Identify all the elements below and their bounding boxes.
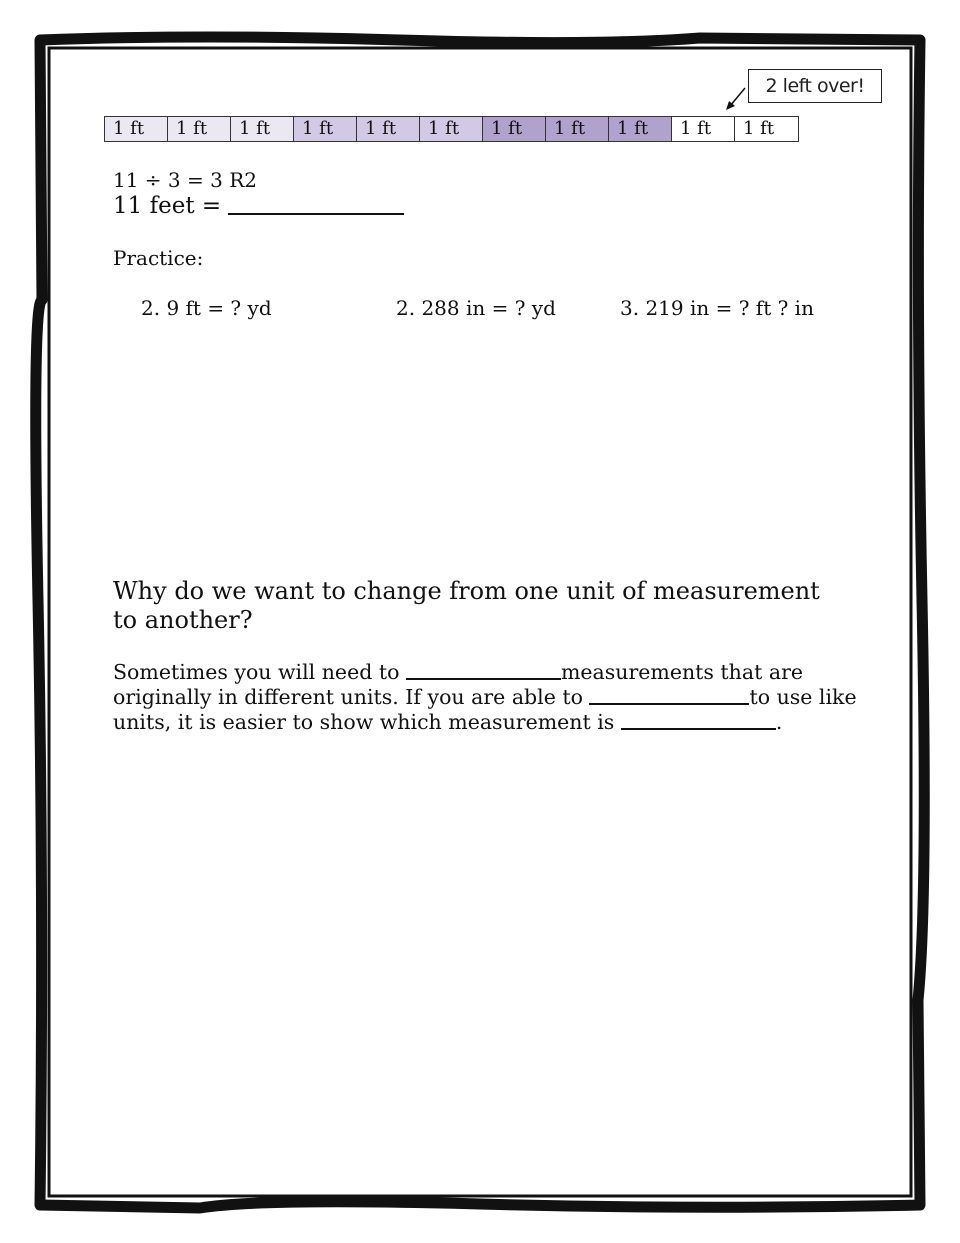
paragraph-text: to use like	[749, 685, 857, 709]
paragraph-blank-2	[589, 686, 749, 705]
division-example: 11 ÷ 3 = 3 R2	[113, 168, 257, 192]
paragraph-blank-3	[621, 711, 776, 730]
ruler-segment: 1 ft	[231, 117, 294, 141]
ruler-segment: 1 ft	[168, 117, 231, 141]
paragraph-text: Sometimes you will need to	[113, 660, 406, 684]
paragraph-line-3	[113, 710, 833, 735]
feet-equation-label: 11 feet =	[113, 193, 229, 219]
ruler-segment: 1 ft	[294, 117, 357, 141]
ruler-segment: 1 ft	[105, 117, 168, 141]
paragraph-text: .	[775, 710, 783, 734]
ruler-segment: 1 ft	[672, 117, 735, 141]
ruler-segment: 1 ft	[420, 117, 483, 141]
feet-ruler	[104, 116, 799, 142]
ruler-segment: 1 ft	[609, 117, 672, 141]
fill-in-paragraph	[113, 660, 857, 735]
callout-arrow-icon	[720, 80, 760, 120]
ruler-segment: 1 ft	[735, 117, 798, 141]
practice-problem-3: 3. 219 in = ? ft ? in	[620, 296, 814, 320]
left-over-callout	[748, 69, 882, 103]
paragraph-line-1	[113, 660, 833, 685]
paragraph-line-2	[113, 685, 857, 710]
paragraph-text: measurements that are	[560, 660, 804, 684]
paragraph-text: units, it is easier to show which measurement is	[113, 710, 621, 734]
callout-text: 2 left over!	[765, 75, 865, 97]
paragraph-text: originally in different units. If you are able to	[113, 685, 590, 709]
practice-label: Practice:	[113, 246, 204, 270]
paragraph-blank-1	[406, 661, 561, 680]
feet-equation	[113, 193, 404, 219]
why-question: Why do we want to change from one unit of measurement to another?	[113, 577, 820, 634]
ruler-segment: 1 ft	[357, 117, 420, 141]
feet-answer-blank	[228, 193, 404, 215]
ruler-segment: 1 ft	[483, 117, 546, 141]
practice-problem-2: 2. 288 in = ? yd	[396, 296, 556, 320]
practice-problem-1: 2. 9 ft = ? yd	[141, 296, 272, 320]
ruler-segment: 1 ft	[546, 117, 609, 141]
